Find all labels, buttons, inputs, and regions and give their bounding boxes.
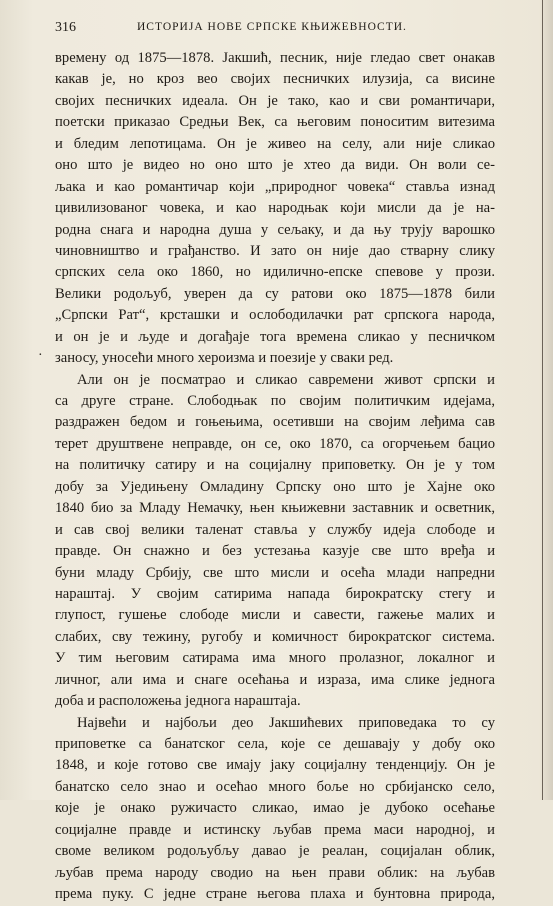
page-number: 316 <box>55 20 76 35</box>
text-line: оно што је видео но оно што је хтео да види. Он воли се- <box>55 157 495 174</box>
text-line: правде. Он снажно и без устезања казује све што вређа и <box>55 543 495 560</box>
text-line: српских села око 1860, но идилично-епске спевове у прози. <box>55 264 495 281</box>
text-line: према пуку. С једне стране његова плаха и бунтовна природа, <box>55 886 495 903</box>
text-line: на политичку сатиру и на социјалну приповетку. Он је у том <box>55 457 495 474</box>
text-line: времену од 1875—1878. Јакшић, песник, није гледао свет онакав <box>55 50 495 66</box>
text-line: заносу, уносећи много хероизма и поезије у сваки ред. <box>55 350 394 367</box>
text-line: У тим његовим сатирама има много пролазног, локалног и <box>55 650 495 667</box>
margin-dot: · <box>38 348 43 363</box>
text-line: родна снага и народна душа у сељаку, и да њу трују варошко <box>55 221 495 238</box>
text-line: буни младу Србију, све што мисли и осећа млади напредни <box>55 564 495 581</box>
text-line: које је онако ружичасто сликао, имао је дубоко осећање <box>55 800 495 817</box>
running-title: ИСТОРИЈА НОВЕ СРПСКЕ КЊИЖЕВНОСТИ. <box>137 21 407 33</box>
text-line: своме великом родољубљу давао је реалан, социјалан облик, <box>55 843 495 860</box>
text-line: доба и расположења једнога нараштаја. <box>55 693 301 710</box>
text-line: личног, али има и снаге осећања и израза, има слике једнога <box>55 671 495 688</box>
text-line: приповетке са банатског села, које се дешавају у добу око <box>55 736 495 752</box>
text-line: Највећи и најбољи део Јакшићевих приповедака то су <box>77 714 495 731</box>
text-line: Али он је посматрао и сликао савремени живот српски и <box>77 371 495 388</box>
text-line: љака и као романтичар који „природног човека“ ставља изнад <box>55 178 495 195</box>
text-line: поетски приказао Средњи Век, са његовим поноситим витезима <box>55 114 495 131</box>
text-line: социјалне правде и истинску љубав према маси народној, и <box>55 821 495 838</box>
text-line: 1848, и које готово све имају јаку социјалну тенденцију. Он је <box>55 757 495 774</box>
text-line: слабих, сву тежину, ругобу и комичност бирократског система. <box>55 628 495 645</box>
text-line: и сав свој велики таленат ставља у службу идеја слободе и <box>55 521 495 538</box>
text-line: Велики родољуб, уверен да су ратови око 1875—1878 били <box>55 285 495 302</box>
text-line: 1840 био за Младу Немачку, њен књижевни заставник и осветник, <box>55 500 495 517</box>
text-line: какав је, но кроз вео својих песничких илузија, са висине <box>55 71 495 88</box>
text-line: и он је и људе и догађаје тога времена сликао у песничком <box>55 328 495 345</box>
body-text <box>55 48 495 906</box>
text-line: раздражен бедом и гоњењима, осетивши на својим леђима сав <box>55 414 495 431</box>
text-line: и бледим лепотицама. Он је живео на селу, али није сликао <box>55 135 495 152</box>
page-header <box>55 18 495 40</box>
text-line: нараштај. У својим сатирима напада бирократску стегу и <box>55 585 495 602</box>
text-line: добу за Уједињену Омладину Српску оно што је Хајне око <box>55 478 495 495</box>
text-line: терет друштвене неправде, он се, око 1870, са огорчењем бацио <box>55 435 495 452</box>
text-line: банатско село знао и осећао много боље но србијанско село, <box>55 778 495 795</box>
text-line: глупост, гушење слободе мисли и савести, гажење малих и <box>55 607 495 624</box>
page-edge-line <box>542 0 543 800</box>
text-line: „Српски Рат“, крсташки и ослободилачки рат српскога народа, <box>55 307 495 324</box>
text-line: чиновништво и грађанство. И зато он није дао стварну слику <box>55 242 495 259</box>
text-line: љубав према народу сводио на њен прави облик: на љубав <box>55 864 495 881</box>
text-line: цивилизованог човека, и као народњак који мисли да је на- <box>55 200 495 217</box>
text-line: са друге стране. Слободњак по својим политичким идејама, <box>55 393 495 409</box>
text-line: својих песничких идеала. Он је тако, као и сви романтичари, <box>55 92 495 109</box>
